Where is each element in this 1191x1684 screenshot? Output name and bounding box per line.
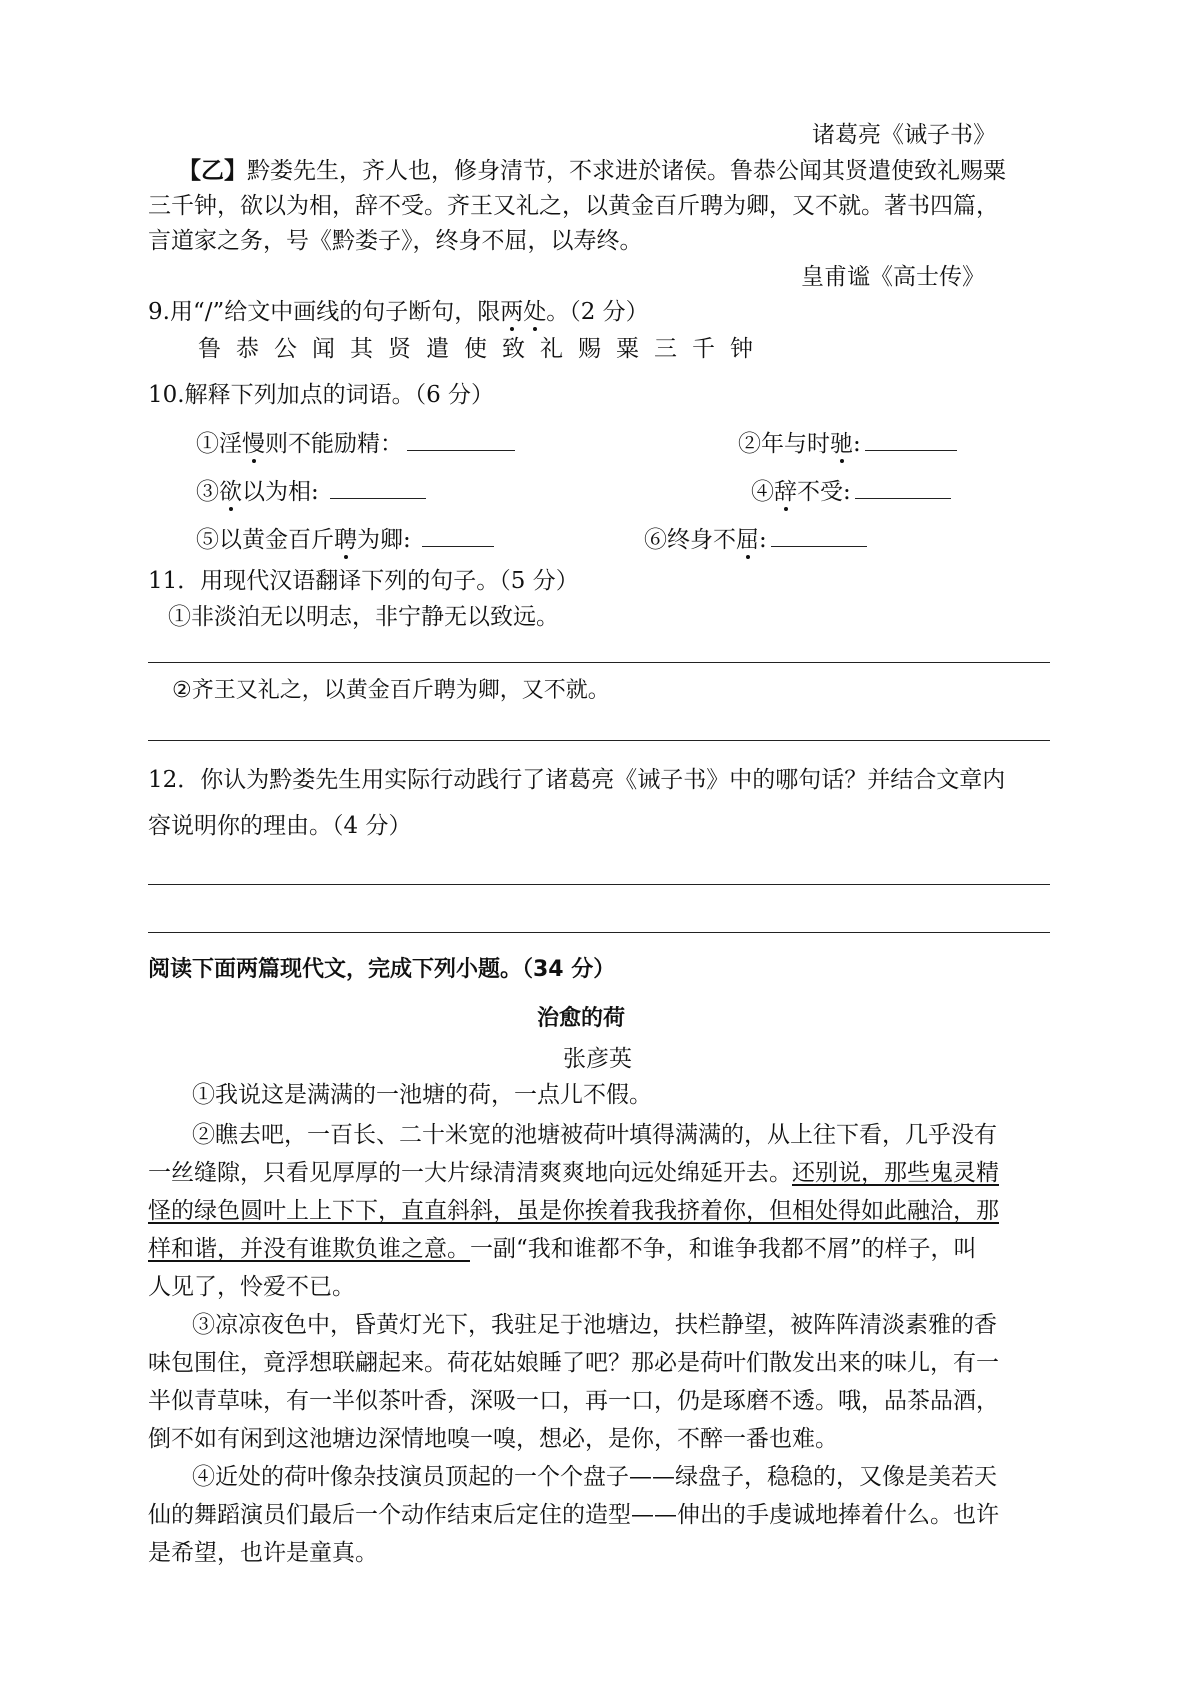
q10-answer-blank-4[interactable] xyxy=(855,476,951,499)
q10-item-3 xyxy=(196,476,426,507)
essay-p4-line-2: 仙的舞蹈演员们最后一个动作结束后定住的造型——伸出的手虔诚地捧着什么。也许 xyxy=(148,1502,999,1528)
q10-item-2-dot: 驰 xyxy=(830,431,853,457)
essay-p3-line-2: 味包围住，竟浮想联翩起来。荷花姑娘睡了吧？那必是荷叶们散发出来的味儿，有一 xyxy=(148,1350,999,1376)
q10-item-6-pre: ⑥终身不 xyxy=(644,527,736,553)
q11-answer-line-1[interactable] xyxy=(148,662,1050,663)
question-12-line-2: 容说明你的理由。（4 分） xyxy=(148,813,412,839)
q10-item-6-post: : xyxy=(759,527,767,553)
q10-item-4-dot: 辞 xyxy=(774,479,797,505)
q9-sentence: 鲁恭公闻其贤遣使致礼赐粟三千钟 xyxy=(198,336,768,362)
q9-dot-char-2: 处 xyxy=(523,299,547,325)
source-citation-b: 皇甫谧《高士传》 xyxy=(801,264,985,290)
yi-text-1: 黔娄先生，齐人也，修身清节，不求进於诸侯。鲁恭公闻其贤遣使致礼赐粟 xyxy=(247,158,1006,184)
question-12-line-1: 12．你认为黔娄先生用实际行动践行了诸葛亮《诫子书》中的哪句话？并结合文章内 xyxy=(148,767,1006,793)
essay-p2-line-3: 怪的绿色圆叶上上下下，直直斜斜，虽是你挨着我我挤着你，但相处得如此融洽，那 xyxy=(148,1198,999,1224)
essay-p2-underlined-end: 样和谐，并没有谁欺负谁之意。 xyxy=(148,1236,470,1262)
q9-suffix: 。（2 分） xyxy=(546,299,649,325)
section-heading: 阅读下面两篇现代文，完成下列小题。（34 分） xyxy=(148,957,616,982)
q11-sentence-1: ①非淡泊无以明志，非宁静无以致远。 xyxy=(168,604,559,630)
q10-item-1 xyxy=(196,428,515,459)
q10-item-5-dot: 聘 xyxy=(334,527,357,553)
q10-answer-blank-6[interactable] xyxy=(771,524,867,547)
essay-p4-line-3: 是希望，也许是童真。 xyxy=(148,1540,378,1566)
q10-item-3-pre: ③ xyxy=(196,479,219,505)
essay-p2-line-4-plain: 一副“我和谁都不争，和谁争我都不屑”的样子，叫 xyxy=(470,1236,977,1262)
q10-item-3-post: 以为相: xyxy=(242,479,327,505)
essay-p2-line-5: 人见了，怜爱不已。 xyxy=(148,1274,355,1300)
q9-dot-char-1: 两 xyxy=(500,299,524,325)
q10-item-5 xyxy=(196,524,494,555)
question-11-title: 11．用现代汉语翻译下列的句子。（5 分） xyxy=(148,568,579,594)
q12-answer-line-2[interactable] xyxy=(148,932,1050,933)
essay-title: 治愈的荷 xyxy=(537,1006,626,1031)
q10-item-2-post: : xyxy=(853,431,861,457)
q10-item-6 xyxy=(644,524,867,555)
q10-answer-blank-2[interactable] xyxy=(865,428,957,451)
q10-item-4-post: 不受: xyxy=(797,479,851,505)
yi-label: 【乙】 xyxy=(178,158,247,184)
source-citation-a: 诸葛亮《诫子书》 xyxy=(812,122,996,148)
q10-item-2 xyxy=(738,428,957,459)
q10-answer-blank-1[interactable] xyxy=(407,428,515,451)
essay-p2-line-2-plain: 一丝缝隙，只看见厚厚的一大片绿清清爽爽地向远处绵延开去。 xyxy=(148,1160,792,1186)
q10-item-5-post: 为卿: xyxy=(357,527,419,553)
q10-item-6-dot: 屈 xyxy=(736,527,759,553)
yi-passage-line-2: 三千钟，欲以为相，辞不受。齐王又礼之，以黄金百斤聘为卿，又不就。著书四篇， xyxy=(148,193,999,219)
q10-item-1-post: 则不能励精： xyxy=(265,431,403,457)
q11-answer-line-2[interactable] xyxy=(148,740,1050,741)
essay-p1: ①我说这是满满的一池塘的荷，一点儿不假。 xyxy=(192,1082,652,1108)
q12-answer-line-1[interactable] xyxy=(148,884,1050,885)
q10-item-2-pre: ②年与时 xyxy=(738,431,830,457)
essay-p3-line-3: 半似青草味，有一半似茶叶香，深吸一口，再一口，仍是琢磨不透。哦，品茶品酒， xyxy=(148,1388,999,1414)
question-10-title: 10.解释下列加点的词语。（6 分） xyxy=(148,382,495,408)
q10-item-4 xyxy=(751,476,951,507)
q10-item-4-pre: ④ xyxy=(751,479,774,505)
question-9 xyxy=(148,297,649,327)
q11-sentence-2: ②齐王又礼之，以黄金百斤聘为卿，又不就。 xyxy=(172,678,610,703)
essay-p3-line-1: ③凉凉夜色中，昏黄灯光下，我驻足于池塘边，扶栏静望，被阵阵清淡素雅的香 xyxy=(192,1312,997,1338)
q10-answer-blank-5[interactable] xyxy=(422,524,494,547)
yi-passage-line-1 xyxy=(178,156,1006,186)
essay-p4-line-1: ④近处的荷叶像杂技演员顶起的一个个盘子——绿盘子，稳稳的，又像是美若天 xyxy=(192,1464,997,1490)
q10-item-5-pre: ⑤以黄金百斤 xyxy=(196,527,334,553)
essay-p2-line-1: ②瞧去吧，一百长、二十米宽的池塘被荷叶填得满满的，从上往下看，几乎没有 xyxy=(192,1122,997,1148)
essay-author: 张彦英 xyxy=(563,1046,632,1072)
essay-p2-line-4 xyxy=(148,1234,977,1264)
q10-item-1-dot: 慢 xyxy=(242,431,265,457)
essay-p2-underlined-start: 还别说，那些鬼灵精 xyxy=(792,1160,999,1186)
q10-item-1-pre: ①淫 xyxy=(196,431,242,457)
yi-passage-line-3: 言道家之务，号《黔娄子》，终身不屈，以寿终。 xyxy=(148,228,643,254)
essay-p2-line-2 xyxy=(148,1158,999,1188)
q10-item-3-dot: 欲 xyxy=(219,479,242,505)
q10-answer-blank-3[interactable] xyxy=(330,476,426,499)
q9-prefix: 9.用“/”给文中画线的句子断句，限 xyxy=(148,299,501,325)
essay-p3-line-4: 倒不如有闲到这池塘边深情地嗅一嗅，想必，是你，不醉一番也难。 xyxy=(148,1426,838,1452)
